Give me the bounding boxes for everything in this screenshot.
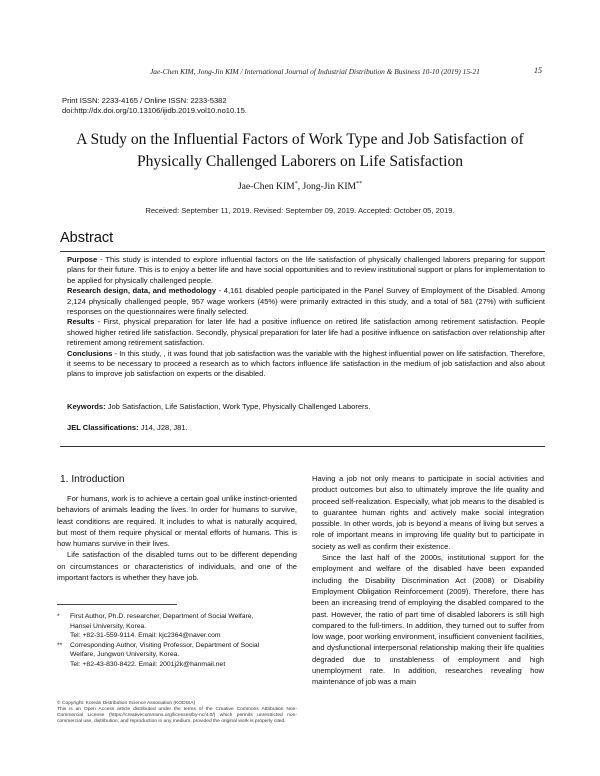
submission-dates: Received: September 11, 2019. Revised: September 09, 2019. Accepted: October 05, 2019. [145, 206, 455, 215]
purpose-label: Purpose [67, 255, 98, 264]
design-label: Research design, data, and methodology [67, 286, 217, 296]
jel-line [67, 423, 545, 432]
right-column [312, 473, 544, 688]
jel-text: J14, J28, J81. [138, 423, 188, 432]
conclusions-label: Conclusions [67, 348, 113, 358]
purpose-text: - This study is intended to explore influential factors on the life satisfaction of physically challenged laborers preparing for support plans for their future. This is to enjoy a better life and have social opportunities and to review institutional support or plans for implementation to be applied for physically challenged people. [67, 255, 545, 285]
results-text: - First, physical preparation for later life had a positive influence on retired life satisfaction among retirement satisfaction. People showed higher retired life satisfaction. Secondly, physical preparation for later life had a positive influence on satisfaction over relationship after retirement among retirement satisfaction. [67, 317, 545, 348]
footnote-line: Tel: +82-31-559-9114. Email: kjc2364@naver.com [70, 632, 221, 640]
abstract-results [67, 317, 545, 348]
footnote-first-author [57, 612, 297, 641]
title-line-2: Physically Challenged Laborers on Life Satisfaction [136, 152, 464, 170]
results-label: Results [67, 317, 95, 327]
author-separator: , [297, 181, 303, 193]
intro-paragraph-3: Having a job not only means to participate in social activities and product outcomes but also to ultimately improve the life quality and proceed self-realization. Especially, what job means to the disabled is to guarantee human rights and actively make social integration possible. In other words, job is beyond a means of living but serves a role of important means in improving life quality but to participate in society as well as confirm their existence. [312, 474, 544, 551]
copyright-line: © Copyright: Korean Distribution Science Association (KODISA) [57, 701, 196, 706]
intro-paragraph-4: Since the last half of the 2000s, institutional support for the employment and welfare of the disabled have been expanded including the Disability Discrimination Act (2008) or Disability Employment Obligation Reinforcement (2009). Therefore, there has been an increasing trend of employing the disabled compared to the past. However, the ratio of part time of disabled laborers is still high compared to the full-timers. In addition, they turned out to suffer from low wage, poor working environment, insufficient convenient facilities, and dysfunctional interpersonal relationship making their life qualities degraded due to unstableness of employment and high unemployment rate. In addition, researches revealing how maintenance of job was a main [312, 553, 544, 687]
license-text: This is an Open Access article distributed under the terms of the Creative Commons Attribution Non-Commercial License (https://creativecommons.org/licenses/by-nc/4.0/) which permits unrestricted non-commercial use, distribution, and reproduction in any medium, provided the original work is properly cited. [57, 707, 297, 725]
abstract-body [67, 255, 545, 380]
left-column [57, 493, 297, 583]
footnote-line: Tel: +82-43-830-8422. Email: 2001j2k@hanmail.net [70, 660, 226, 668]
abstract-top-rule [60, 251, 545, 252]
author-2-mark: ** [356, 181, 363, 187]
jel-label: JEL Classifications: [67, 423, 139, 432]
page-number: 15 [534, 66, 542, 75]
paper-title [50, 129, 550, 172]
footnote-rule [57, 604, 177, 605]
footnote-line: Hansei University, Korea. [70, 622, 147, 630]
footnotes [57, 612, 297, 670]
abstract-design [67, 286, 545, 317]
abstract-heading: Abstract [60, 230, 114, 246]
intro-paragraph-2: Life satisfaction of the disabled turns out to be different depending on circumstances or characteristics of individuals, and one of the important factors is whether they have job. [57, 550, 297, 583]
intro-paragraph-1: For humans, work is to achieve a certain goal unlike instinct-oriented behaviors of animals leading the lives. In order for humans to survive, least conditions are required. It includes to what is naturally acquired, but most of them require physical or mental efforts of humans. This is how humans survive in their lives. [57, 494, 297, 549]
author-1-mark: * [294, 181, 298, 187]
issn-block [62, 96, 247, 115]
conclusions-text: - In this study, , it was found that job satisfaction was the variable with the highest influential power on life satisfaction. Therefore, it seems to be necessary to proceed a research as to which factors influence life satisfaction in the medium of job satisfaction and also about plans to improve job satisfaction on experts or the disabled. [67, 348, 545, 379]
keywords-label: Keywords: [67, 402, 106, 411]
design-text: - 4,161 disabled people participated in the Panel Survey of Employment of the Disabled. Among 2,124 physically challenged people, 957 wage workers (45%) were primarily extracted in this study, and a total of 581 (27%) with sufficient responses on the questionnaires were finally selected. [67, 286, 545, 317]
author-1: Jae-Chen KIM [237, 181, 295, 193]
footnote-mark: ** [57, 641, 63, 649]
author-2: Jong-Jin KIM [302, 181, 357, 193]
keywords-line [67, 402, 545, 411]
footnote-line: Welfare, Jungwon University, Korea. [70, 651, 180, 659]
section-heading-introduction: 1. Introduction [60, 474, 125, 485]
author-line [50, 181, 550, 192]
abstract-conclusions [67, 349, 545, 380]
abstract-purpose [67, 255, 545, 286]
running-head: Jae-Chen KIM, Jong-Jin KIM / International Journal of Industrial Distribution & Business 10-10 (2019) 15-21 [150, 67, 480, 76]
abstract-bottom-rule [60, 446, 545, 447]
doi-line[interactable]: doi:http://dx.doi.org/10.13106/ijidb.2019.vol10.no10.15. [62, 105, 247, 115]
keywords-text: Job Satisfaction, Life Satisfaction, Work Type, Physically Challenged Laborers. [105, 402, 371, 411]
footnote-line: First Author, Ph.D. researcher, Department of Social Welfare, [70, 613, 254, 620]
issn-line: Print ISSN: 2233-4165 / Online ISSN: 2233-5382 [62, 96, 227, 105]
title-line-1: A Study on the Influential Factors of Work Type and Job Satisfaction of [76, 131, 524, 148]
copyright-notice [57, 701, 297, 725]
footnote-mark: * [57, 613, 60, 620]
footnote-line: Corresponding Author, Visiting Professor, Department of Social [70, 641, 260, 649]
footnote-corresponding-author [57, 641, 297, 670]
